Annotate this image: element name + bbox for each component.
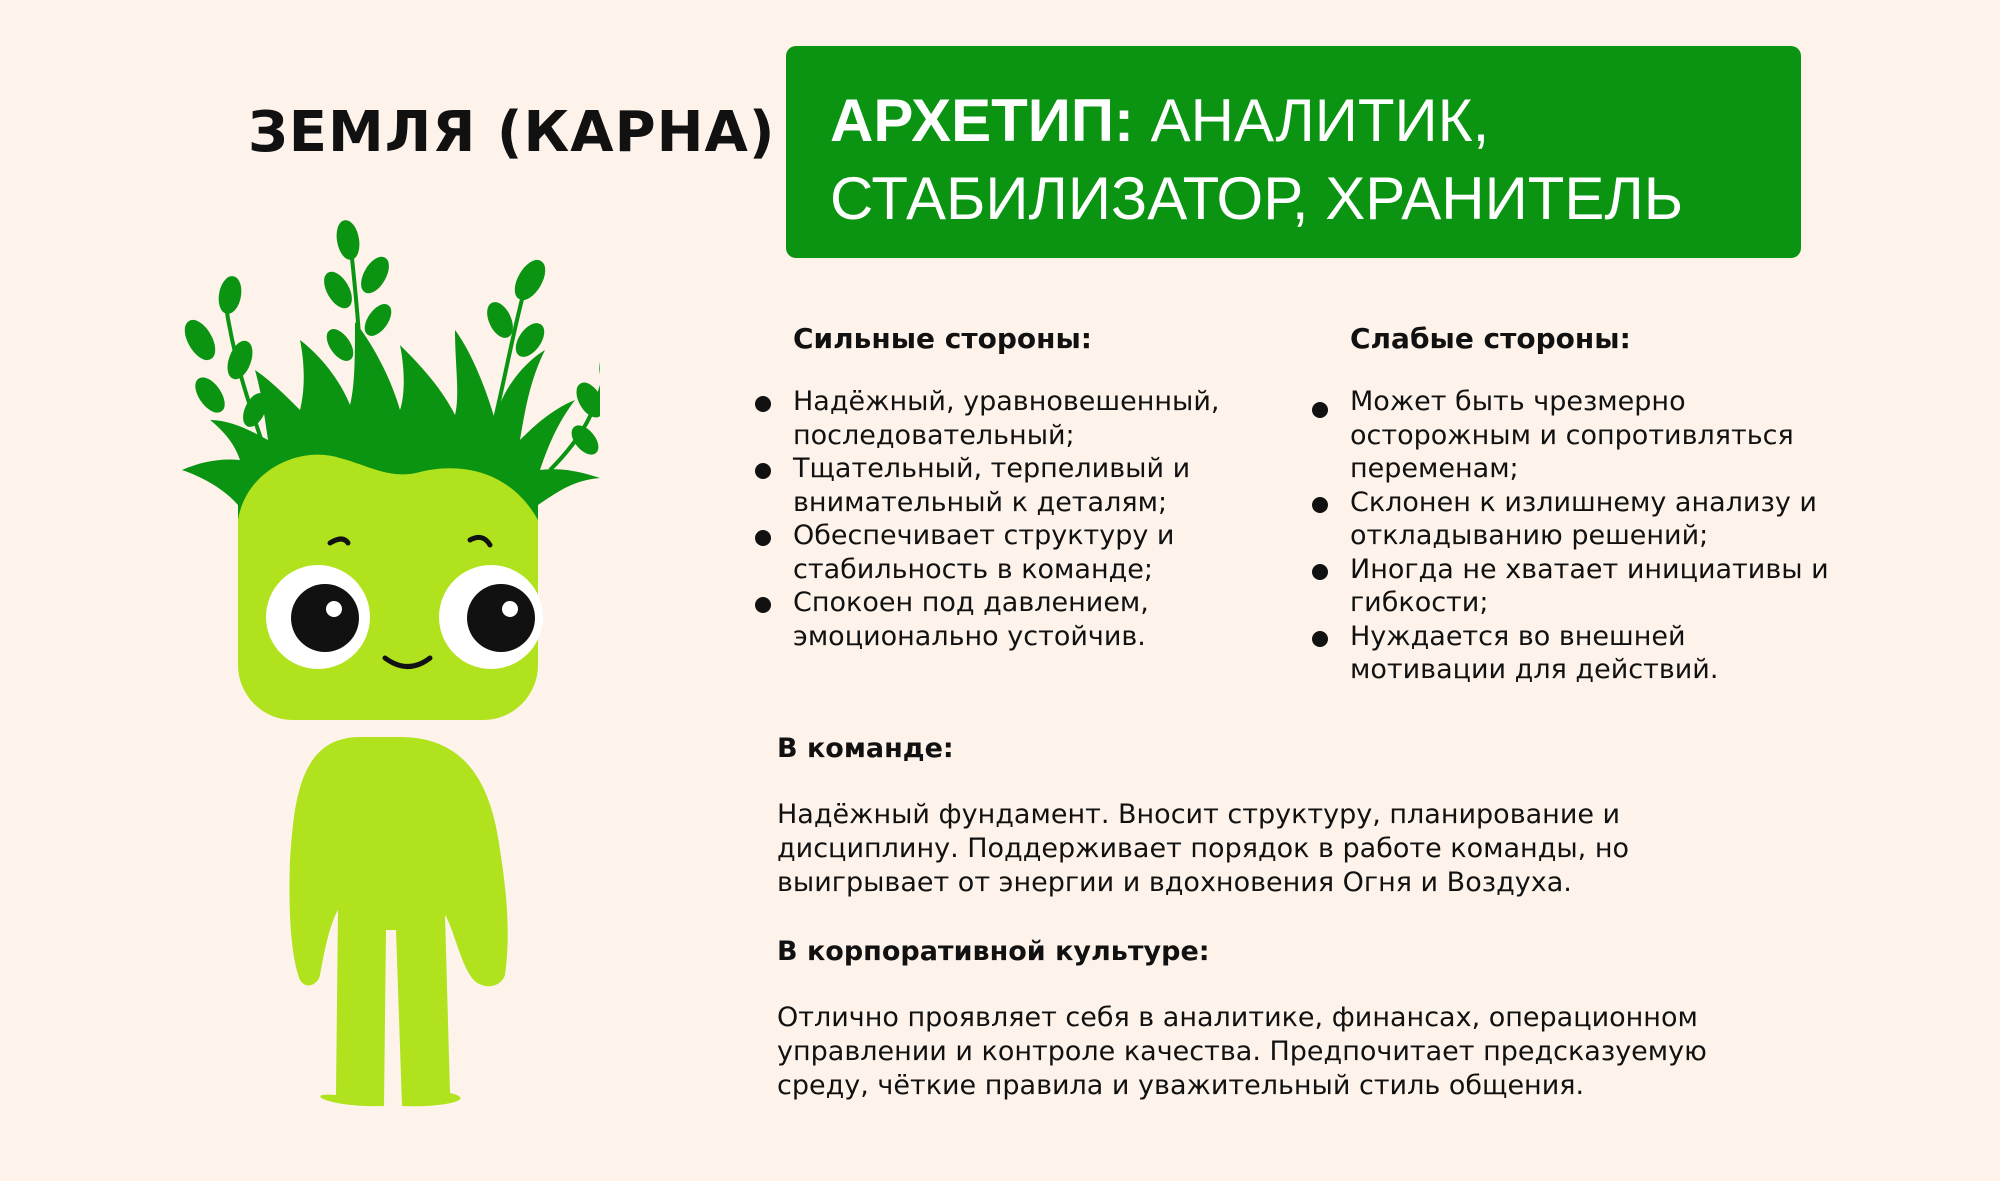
list-item: Обеспечивает структуру и стабильность в команде;: [793, 519, 1263, 586]
archetype-banner: [786, 46, 1801, 258]
bullet-icon: [755, 597, 771, 613]
list-item: Может быть чрезмерно осторожным и сопротивляться переменам;: [1350, 385, 1830, 486]
bullet-icon: [1312, 631, 1328, 647]
strengths-list: [793, 385, 1263, 653]
team-heading: В команде:: [777, 733, 954, 764]
bullet-icon: [1312, 497, 1328, 513]
culture-text: Отлично проявляет себя в аналитике, финансах, операционном управлении и контроле качества. Предпочитает предсказуемую среду, чёткие правила и уважительный стиль общения.: [777, 1002, 1707, 1101]
list-item: Тщательный, терпеливый и внимательный к деталям;: [793, 452, 1263, 519]
list-item: Склонен к излишнему анализу и откладыванию решений;: [1350, 486, 1830, 553]
character-body: [289, 737, 507, 1106]
archetype-line1: АНАЛИТИК,: [1133, 87, 1490, 154]
archetype-line2: СТАБИЛИЗАТОР, ХРАНИТЕЛЬ: [830, 165, 1684, 232]
list-item: Иногда не хватает инициативы и гибкости;: [1350, 553, 1830, 620]
eye-left-pupil: [291, 584, 359, 652]
archetype-label: АРХЕТИП:: [830, 87, 1134, 154]
list-item: Спокоен под давлением, эмоционально устойчив.: [793, 586, 1263, 653]
bullet-icon: [755, 396, 771, 412]
weaknesses-list: [1350, 385, 1830, 687]
bullet-icon: [1312, 402, 1328, 418]
earth-character-illustration: [180, 220, 600, 1120]
list-item: Нуждается во внешней мотивации для действий.: [1350, 620, 1830, 687]
team-text: Надёжный фундамент. Вносит структуру, планирование и дисциплину. Поддерживает порядок в работе команды, но выигрывает от энергии и вдохновения Огня и Воздуха.: [777, 799, 1630, 898]
weaknesses-heading: Слабые стороны:: [1350, 322, 1631, 355]
eye-right-pupil: [467, 584, 535, 652]
list-item: Надёжный, уравновешенный, последовательный;: [793, 385, 1263, 452]
sprig-far-right: [550, 339, 600, 470]
culture-heading: В корпоративной культуре:: [777, 936, 1210, 967]
bullet-icon: [755, 463, 771, 479]
page-title: ЗЕМЛЯ (КАРНА): [248, 100, 776, 165]
bullet-icon: [1312, 564, 1328, 580]
bullet-icon: [755, 530, 771, 546]
strengths-heading: Сильные стороны:: [793, 322, 1092, 355]
